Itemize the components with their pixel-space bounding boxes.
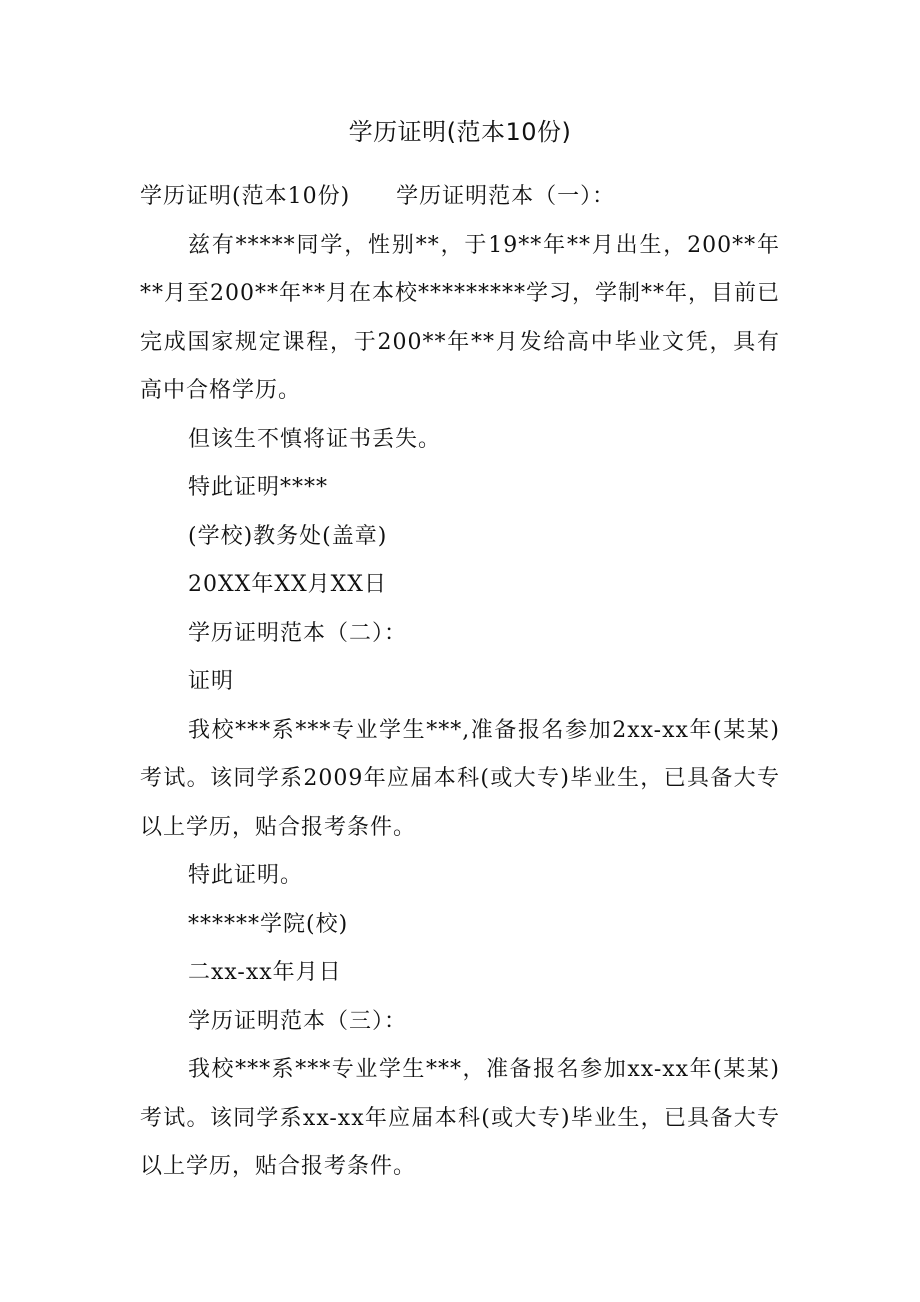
sample3-body-paragraph: 我校***系***专业学生***，准备报名参加xx-xx年(某某)考试。该同学系xx-xx年应届本科(或大专)毕业生，已具备大专以上学历，贴合报考条件。 [140,1057,780,1179]
sample1-body-paragraph: 兹有*****同学，性别**，于19**年**月出生，200**年**月至200**年**月在本校*********学习，学制**年，目前已完成国家规定课程，于200**年**月发给高中毕业文凭，具有高中合格学历。 [140,232,780,403]
sample1-lost-certificate-line: 但该生不慎将证书丢失。 [188,426,442,452]
sample1-issuer-line: (学校)教务处(盖章) [188,523,388,549]
sample1-certify-line: 特此证明**** [188,475,329,500]
document-body [140,173,780,1192]
intro-line: 学历证明(范本10份) 学历证明范本（一）： [140,184,616,209]
sample1-date-line: 20XX年XX月XX日 [188,572,387,597]
document-title: 学历证明(范本10份) [348,118,572,146]
sample2-issuer-line: ******学院(校) [188,911,349,937]
sample2-date-line: 二xx-xx年月日 [188,960,342,985]
sample2-heading: 学历证明范本（二）： [188,620,408,646]
sample3-heading: 学历证明范本（三）： [188,1008,408,1034]
sample2-body-paragraph: 我校***系***专业学生***,准备报名参加2xx-xx年(某某)考试。该同学系2009年应届本科(或大专)毕业生，已具备大专以上学历，贴合报考条件。 [140,717,780,840]
sample2-title: 证明 [188,669,235,694]
sample2-certify-line: 特此证明。 [188,863,304,888]
